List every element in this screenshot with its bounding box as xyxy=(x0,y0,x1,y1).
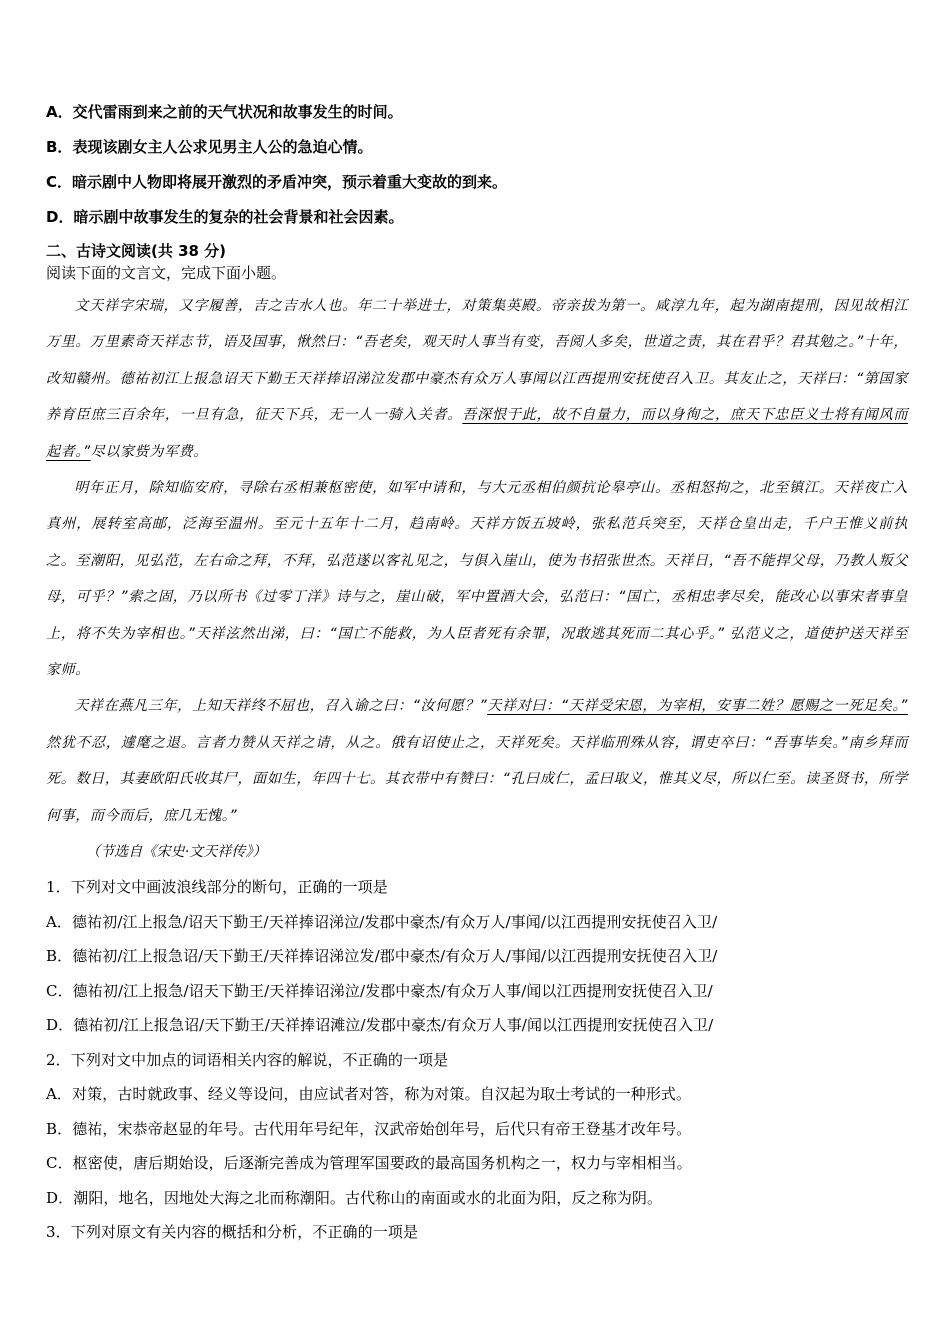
question-stem: 2．下列对文中加点的词语相关内容的解说，不正确的一项是 xyxy=(46,1050,449,1069)
wavy-line-segment: 德祐初江上报急诏天下勤王天祥捧诏涕泣发郡中豪杰有众万人事闻以江西提刑安抚使召入卫 xyxy=(119,370,709,387)
underlined-sentence-1: 吾深恨于此，故不自量力，而以身徇之，庶天下忠臣义士将有闻风而起者。” xyxy=(46,407,908,460)
choice-a[interactable]: A．对策，古时就政事、经义等设问，由应试者对答，称为对策。自汉起为取士考试的一种形式。 xyxy=(46,1085,692,1104)
document-page xyxy=(46,100,908,1250)
section-title: 二、古诗文阅读(共 38 分) xyxy=(46,242,227,260)
passage-source: （节选自《宋史·文天祥传》） xyxy=(86,844,267,861)
underlined-sentence-2: 天祥对曰：“天祥受宋恩，为宰相，安事二姓？愿赐之一死足矣。” xyxy=(487,698,908,715)
option-b[interactable]: B．表现该剧女主人公求见男主人公的急迫心情。 xyxy=(46,138,373,156)
choice-c[interactable]: C．德祐初/江上报急/诏天下勤王/天祥捧诏涕泣/发郡中豪杰/有众万人事/闻以江西提刑安抚使召入卫/ xyxy=(46,981,713,1000)
previous-question-options xyxy=(46,100,908,240)
option-a[interactable]: A．交代雷雨到来之前的天气状况和故事发生的时间。 xyxy=(46,103,403,121)
choice-b[interactable]: B．德祐初/江上报急诏/天下勤王/天祥捧诏涕泣发/郡中豪杰/有众万人/事闻/以江西提刑安抚使召入卫/ xyxy=(46,947,718,966)
classical-passage xyxy=(46,288,908,870)
question-3 xyxy=(46,1215,908,1250)
option-c[interactable]: C．暗示剧中人物即将展开激烈的矛盾冲突，预示着重大变故的到来。 xyxy=(46,173,508,191)
passage-paragraph-3: 天祥在燕凡三年，上知天祥终不屈也，召入谕之曰：“汝何愿？”天祥对曰：“天祥受宋恩，为宰相，安事二姓？愿赐之一死足矣。” 然犹不忍，遽麾之退。言者力赞从天祥之请，从之。俄有诏使止之，天祥死矣。天祥临刑殊从容，谓吏卒曰：“吾事毕矣。”南乡拜而死。数日，其妻欧阳氏收其尸，面如生，年四十七。其衣带中有赞曰：“孔曰成仁，孟曰取义，惟其义尽，所以仁至。读圣贤书，所学何事，而今而后，庶几无愧。” xyxy=(46,698,908,824)
choice-d[interactable]: D．德祐初/江上报急诏/天下勤王/天祥捧诏滩泣/发郡中豪杰/有众万人事/闻以江西提刑安抚使召入卫/ xyxy=(46,1016,714,1035)
choice-a[interactable]: A．德祐初/江上报急/诏天下勤王/天祥捧诏涕泣/发郡中豪杰/有众万人/事闻/以江西提刑安抚使召入卫/ xyxy=(46,912,718,931)
section-instruction: 阅读下面的文言文，完成下面小题。 xyxy=(46,264,287,282)
question-1 xyxy=(46,870,908,1043)
question-2 xyxy=(46,1043,908,1216)
choice-c[interactable]: C．枢密使，唐后期始设，后逐渐完善成为管理军国要政的最高国务机构之一，权力与宰相相当。 xyxy=(46,1154,692,1173)
question-stem: 3．下列对原文有关内容的概括和分析，不正确的一项是 xyxy=(46,1223,419,1242)
passage-paragraph-1: 文天祥字宋瑞，又字履善，吉之吉水人也。年二十举进士，对策集英殿。帝亲拔为第一。咸淳九年，起为湖南提刑，因见故相江万里。万里素奇天祥志节，语及国事，愀然曰：“吾老矣，观天时人事当有变，吾阅人多矣，世道之责，其在君乎？君其勉之。”十年，改知赣州。德祐初江上报急诏天下勤王天祥捧诏涕泣发郡中豪杰有众万人事闻以江西提刑安抚使召入卫。其友止之，天祥曰：“第国家养育臣庶三百余年，一旦有急，征天下兵，无一人一骑入关者。吾深恨于此，故不自量力，而以身徇之，庶天下忠臣义士将有闻风而起者。”尽以家赀为军费。 xyxy=(46,298,909,460)
option-d[interactable]: D．暗示剧中故事发生的复杂的社会背景和社会因素。 xyxy=(46,208,404,226)
passage-paragraph-2: 明年正月，除知临安府，寻除右丞相兼枢密使，如军中请和，与大元丞相伯颜抗论皋亭山。丞相怒拘之，北至镇江。天祥夜亡入真州，展转室高邮，泛海至温州。至元十五年十二月，趋南岭。天祥方饭五坡岭，张私范兵突至，天祥仓皇出走，千户王惟义前执之。至潮阳，见弘范，左右命之拜，不拜，弘范遂以客礼见之，与俱入崖山，使为书招张世杰。天祥日，“吾不能捍父母，乃教人叛父母，可乎？”索之固，乃以所书《过零丁洋》诗与之，崖山破，军中置酒大会，弘范曰：“国亡，丞相忠孝尽矣，能改心以事宋者事皇上，将不失为宰相也。”天祥泫然出涕，曰：“国亡不能救，为人臣者死有余罪，况敢逃其死而二其心乎。” 弘范义之，道使护送天祥至家师。 xyxy=(46,480,908,679)
choice-d[interactable]: D．潮阳，地名，因地处大海之北而称潮阳。古代称山的南面或水的北面为阳，反之称为阴。 xyxy=(46,1188,663,1207)
question-stem: 1．下列对文中画波浪线部分的断句，正确的一项是 xyxy=(46,878,388,897)
choice-b[interactable]: B．德祐，宋恭帝赵显的年号。古代用年号纪年，汉武帝始创年号，后代只有帝王登基才改年号。 xyxy=(46,1119,692,1138)
